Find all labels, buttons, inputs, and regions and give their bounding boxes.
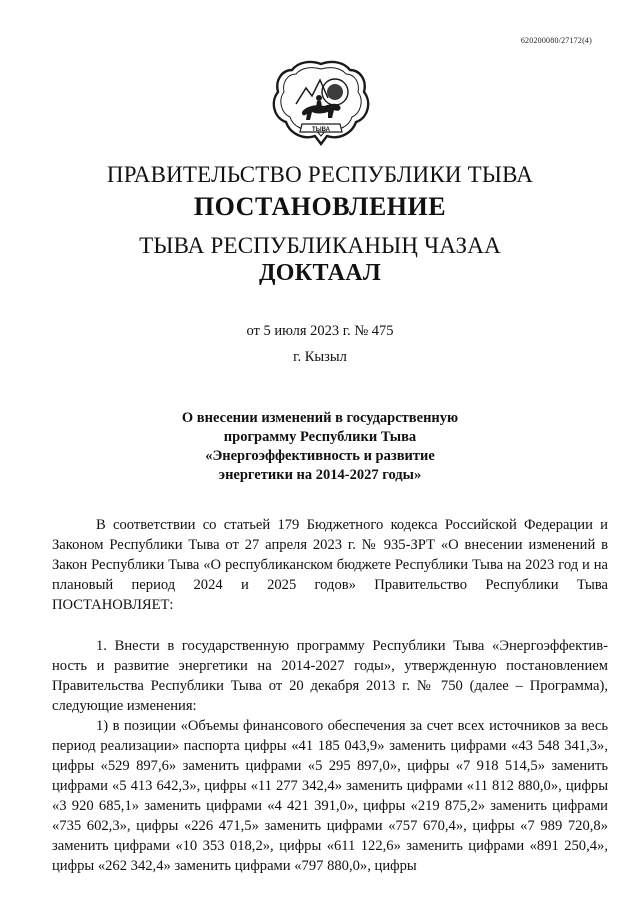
item-1-1-paragraph: 1) в позиции «Объемы финансового обеспечения за счет всех источников за весь период реализации» паспорта цифры «41 185 043,9» заменить цифрами «43 548 341,3», цифры «529 897,6» заменить цифрами «5 295 897,0», цифры «7 918 514,5» заменить цифрами «5 413 642,3», цифры «11 277 342,4» заменить цифрами «11 812 880,0», цифры «3 920 685,1» заменить цифрами «4 421 391,0», цифры «219 875,2» заменить цифрами «735 602,3», цифры «226 471,5» заменить цифрами «757 670,4», цифры «7 989 720,8» заменить цифрами «10 353 018,2», цифры «611 122,6» заменить цифрами «891 250,4», цифры «262 342,4» заменить цифрами «797 880,0», цифры <box>52 718 608 874</box>
subject-line-3: «Энергоэффективность и развитие <box>205 448 435 464</box>
subject-line-4: энергетики на 2014-2027 годы» <box>218 467 422 483</box>
decree-date-number: от 5 июля 2023 г. № 475 <box>246 323 394 339</box>
decree-title-tyv: ДОКТААЛ <box>258 260 382 286</box>
decree-city: г. Кызыл <box>293 349 347 365</box>
item-1-paragraph: 1. Внести в государственную программу Республики Тыва «Энергоэффективность и развитие энергетики на 2014-2027 годы», утвержденную постановлением Правительства Республики Тыва от 20 декабря 2013 г. № 750 (далее – Программа), следующие изменения: <box>52 638 608 714</box>
decree-body <box>52 515 608 876</box>
government-title-ru: ПРАВИТЕЛЬСТВО РЕСПУБЛИКИ ТЫВА <box>106 162 534 187</box>
subject-line-2: программу Республики Тыва <box>223 429 417 445</box>
preamble-paragraph: В соответствии со статьей 179 Бюджетного кодекса Российской Федерации и Законом Республики Тыва от 27 апреля 2023 г. № 935-ЗРТ «О внесении изменений в Закон Республики Тыва «О республиканском бюджете Республики Тыва на 2023 год и на плановый период 2024 и 2025 годов» Правительство Республики Тыва ПОСТАНОВЛЯЕТ: <box>52 517 608 613</box>
document-registration-number: 620200080/27172(4) <box>520 36 592 45</box>
decree-title-ru: ПОСТАНОВЛЕНИЕ <box>193 192 447 221</box>
subject-line-1: О внесении изменений в государственную <box>181 410 459 426</box>
emblem-ribbon-text: ТЫВА <box>312 127 330 133</box>
government-title-tyv: ТЫВА РЕСПУБЛИКАНЫҢ ЧАЗАА <box>139 233 501 258</box>
decree-subject <box>160 409 480 485</box>
tuva-coat-of-arms-icon <box>272 58 370 150</box>
